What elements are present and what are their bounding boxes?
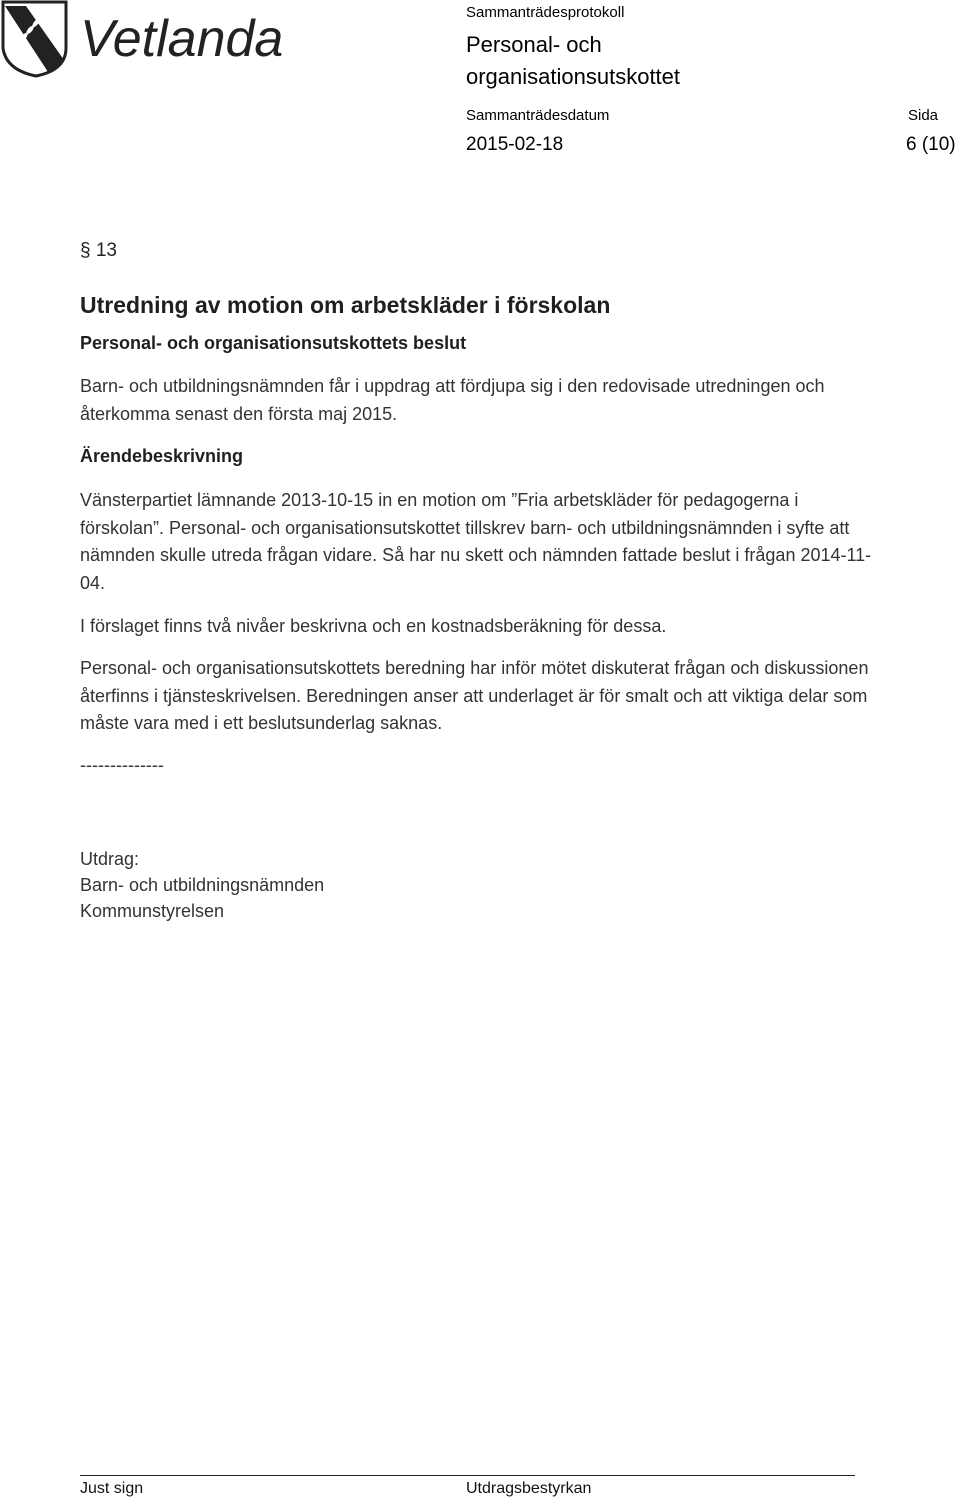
logo-wordmark: Vetlanda [80, 10, 284, 68]
sign-label: Just sign [80, 1480, 144, 1497]
committee-name-line1: Personal- och [466, 32, 602, 57]
page-number: 6 (10) [906, 134, 956, 155]
extract-recipient: Barn- och utbildningsnämnden [80, 875, 325, 895]
description-heading: Ärendebeskrivning [80, 446, 244, 466]
coat-of-arms-icon [0, 0, 290, 80]
section-title: Utredning av motion om arbetskläder i förskolan [80, 292, 611, 318]
certified-label: Utdragsbestyrkan [466, 1480, 592, 1497]
vetlanda-logo [0, 0, 290, 80]
meeting-date-label: Sammanträdesdatum [466, 107, 610, 124]
description-text: Vänsterpartiet lämnande 2013-10-15 in en motion om ”Fria arbetskläder för pedagogerna i förskolan”. Personal- och organisationsutskottet tillskrev barn- och utbildningsnämnden i syfte att nämnden skulle utreda frågan vidare. Så har nu skett och nämnden fattade beslut i frågan 2014-11-04. [80, 490, 872, 593]
committee-name-line2: organisationsutskottet [466, 64, 681, 89]
page-label: Sida [908, 107, 939, 124]
separator-line: -------------- [80, 755, 164, 775]
preparation-text: Personal- och organisationsutskottets beredning har inför mötet diskuterat frågan och diskussionen återfinns i tjänsteskrivelsen. Beredningen anser att underlaget är för smalt och att viktiga delar som måste vara med i ett beslutsunderlag saknas. [80, 658, 869, 733]
decision-heading: Personal- och organisationsutskottets beslut [80, 333, 467, 353]
decision-text: Barn- och utbildningsnämnden får i uppdrag att fördjupa sig i den redovisade utredningen och återkomma senast den första maj 2015. [80, 376, 825, 424]
footer-divider [80, 1475, 855, 1476]
meeting-date-value: 2015-02-18 [466, 134, 564, 155]
proposal-text: I förslaget finns två nivåer beskrivna och en kostnadsberäkning för dessa. [80, 616, 667, 636]
extract-label: Utdrag: [80, 849, 140, 869]
doc-type: Sammanträdesprotokoll [466, 4, 625, 21]
extract-recipient: Kommunstyrelsen [80, 901, 225, 921]
section-number: § 13 [80, 240, 117, 261]
